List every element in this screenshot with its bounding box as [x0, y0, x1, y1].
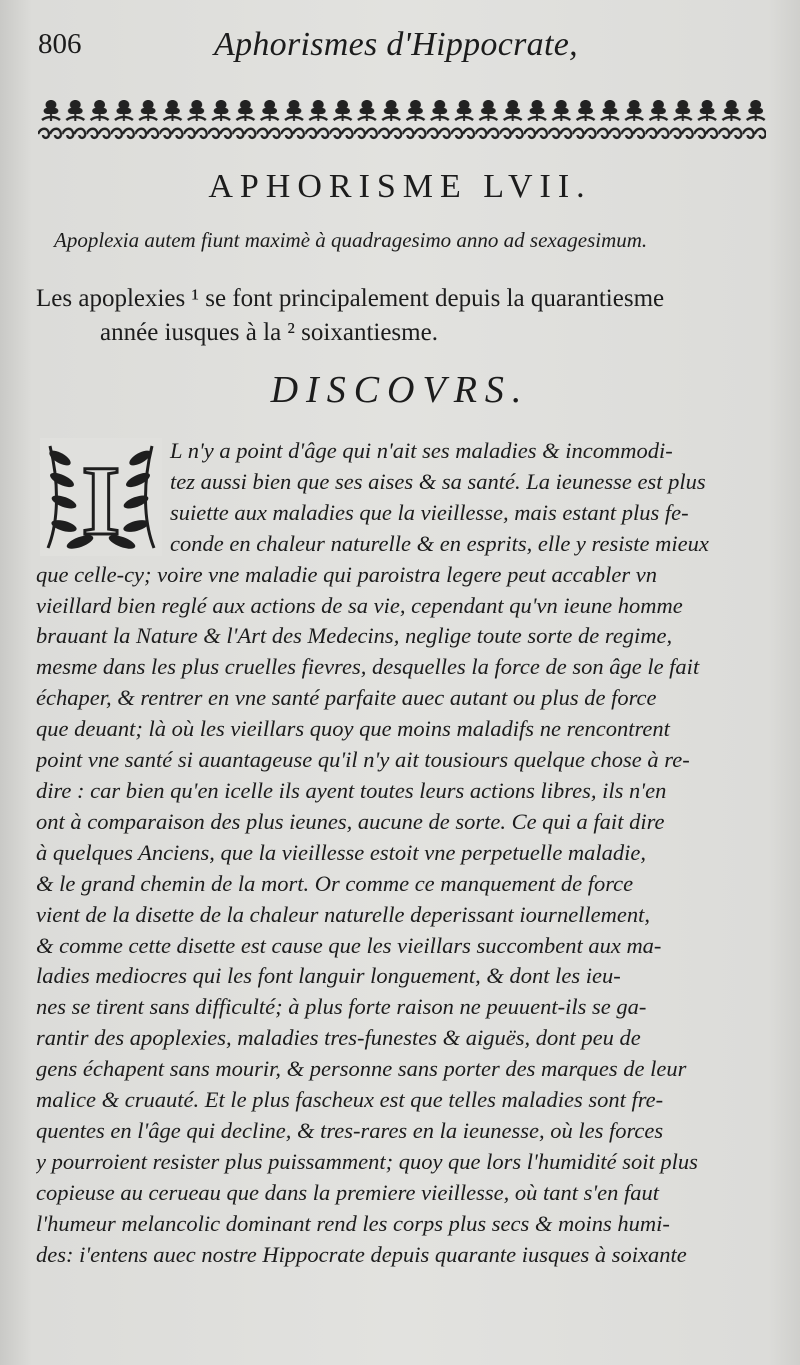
body-line: copieuse au cerueau que dans la premiere vieillesse, où tant s'en faut — [36, 1179, 660, 1205]
french-line: année iusques à la ² soixantiesme. — [100, 319, 438, 346]
body-line: gens échapent sans mourir, & personne sans porter des marques de leur — [36, 1056, 687, 1082]
body-line: l'humeur melancolic dominant rend les corps plus secs & moins humi- — [36, 1210, 670, 1236]
body-line: à quelques Anciens, que la vieillesse estoit vne perpetuelle maladie, — [36, 839, 647, 865]
body-line: brauant la Nature & l'Art des Medecins, neglige toute sorte de regime, — [36, 623, 673, 649]
running-head — [38, 22, 760, 70]
body-line: quentes en l'âge qui decline, & tres-rares en la ieunesse, où les forces — [36, 1117, 664, 1143]
body-line: tez aussi bien que ses aises & sa santé. La ieunesse est plus — [170, 468, 706, 494]
discourse-body — [36, 436, 768, 1270]
french-translation — [36, 282, 776, 350]
floral-ornament-band-icon — [38, 96, 766, 142]
body-line: mesme dans les plus cruelles fievres, desquelles la force de son âge le fait — [36, 654, 700, 680]
discourse-heading: DISCOVRS. — [270, 369, 530, 411]
body-line: L n'y a point d'âge qui n'ait ses maladies & incommodi- — [170, 438, 673, 463]
body-line: suiette aux maladies que la vieillesse, mais estant plus fe- — [170, 499, 689, 525]
body-line: dire : car bien qu'en icelle ils ayent toutes leurs actions libres, ils n'en — [36, 777, 667, 803]
body-line: rantir des apoplexies, maladies tres-funestes & aiguës, dont peu de — [36, 1025, 641, 1051]
page-number: 806 — [38, 28, 82, 60]
body-line: vient de la disette de la chaleur naturelle deperissant iournellement, — [36, 901, 651, 927]
body-line: point vne santé si auantageuse qu'il n'y ait tousiours quelque chose à re- — [36, 747, 690, 773]
body-line: échaper, & rentrer en vne santé parfaite auec autant ou plus de force — [36, 685, 657, 711]
body-line: conde en chaleur naturelle & en esprits, elle y resiste mieux — [170, 530, 709, 556]
latin-aphorism: Apoplexia autem fiunt maximè à quadragesimo anno ad sexagesimum. — [54, 228, 648, 252]
body-line: y pourroient resister plus puissamment; quoy que lors l'humidité soit plus — [36, 1148, 698, 1174]
body-line: nes se tirent sans difficulté; à plus forte raison ne peuuent-ils se ga- — [36, 994, 647, 1020]
body-line: que deuant; là où les vieillars quoy que moins maladifs ne rencontrent — [36, 716, 670, 742]
body-line: malice & cruauté. Et le plus fascheux est que telles maladies sont fre- — [36, 1087, 664, 1113]
body-line: vieillard bien reglé aux actions de sa vie, cependant qu'vn ieune homme — [36, 592, 683, 618]
dropcap-letter: I — [81, 445, 121, 556]
body-line: ladies mediocres qui les font languir longuement, & dont les ieu- — [36, 963, 621, 989]
body-line: que celle-cy; voire vne maladie qui paroistra legere peut accabler vn — [36, 561, 658, 587]
aphorism-heading: APHORISME LVII. — [208, 168, 592, 205]
body-line: & comme cette disette est cause que les vieillars succombent aux ma- — [36, 932, 662, 958]
body-line: ont à comparaison des plus ieunes, aucune de sorte. Ce qui a fait dire — [36, 808, 665, 834]
french-line: Les apoplexies ¹ se font principalement depuis la quarantiesme — [36, 285, 665, 312]
running-title: Aphorismes d'Hippocrate, — [214, 26, 578, 63]
body-line: des: i'entens auec nostre Hippocrate depuis quarante iusques à soixante — [36, 1241, 687, 1267]
body-line: & le grand chemin de la mort. Or comme ce manquement de force — [36, 870, 634, 896]
